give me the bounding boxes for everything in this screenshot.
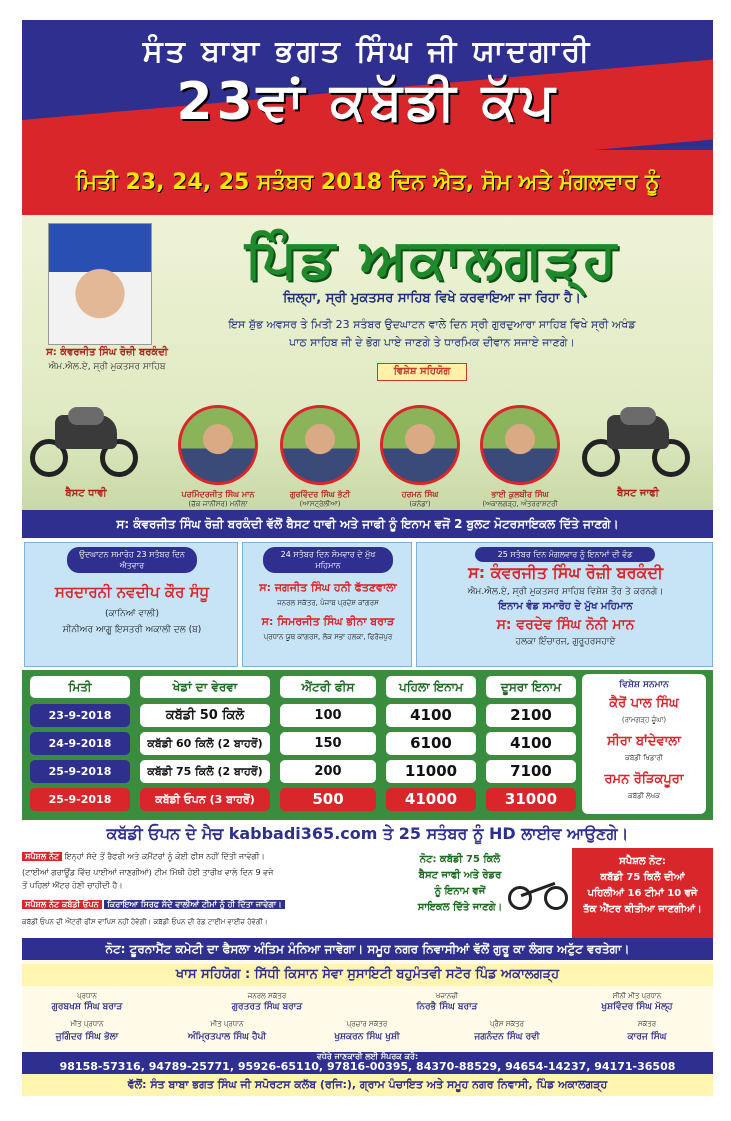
note-mid-text	[410, 852, 510, 916]
member-role: ਪ੍ਰਚਾਰ ਸਕੱਤਰ	[346, 1020, 388, 1028]
member-name: ਗੁਰਬਖਸ਼ ਸਿੰਘ ਬਰਾੜ	[51, 1002, 123, 1012]
member-name: ਜਗਨੰਦਨ ਸਿੰਘ ਰਵੀ	[474, 1032, 540, 1042]
member-name: ਗੁਰਤਰਤ ਸਿੰਘ ਬਰਾੜ	[231, 1002, 303, 1012]
note-mid-line1: ਨੋਟ: ਕਬੱਡੀ 75 ਕਿਲੋ	[419, 854, 501, 865]
guest-box2-line2: ਪ੍ਰਧਾਨ ਯੂਥ ਕਾਂਗਰਸ, ਲੋਕ ਸਭਾ ਹਲਕਾ, ਫਿਰੋਜ਼ਪੁਰ	[263, 633, 393, 641]
honoree-2-sub: ਕਬੱਡੀ ਖਿਡਾਰੀ	[625, 754, 663, 762]
guest-box1-line1: (ਕਾਨਿਆਂ ਵਾਲੀ)	[105, 609, 159, 619]
supporter-place-3: (ਕਨੇਡਾ)	[409, 500, 431, 508]
date-line: ਮਿਤੀ 23, 24, 25 ਸਤੰਬਰ 2018 ਦਿਨ ਐਤ, ਸੋਮ ਅਤੇ ਮੰਗਲਵਾਰ ਨੂੰ	[75, 170, 660, 195]
supporter-photo-2	[280, 405, 360, 485]
supporter-name-2: ਗੁਰਵਿੰਦਰ ਸਿੰਘ ਭੱਟੀ	[289, 490, 351, 499]
table-cell-first: 6100	[386, 732, 476, 755]
member-role: ਮੀਤ ਪ੍ਰਧਾਨ	[70, 1020, 104, 1028]
member-role: ਪ੍ਰਧਾਨ	[77, 992, 97, 1000]
guest-box1-name: ਸਰਦਾਰਨੀ ਨਵਦੀਪ ਕੌਰ ਸੰਧੂ	[54, 583, 210, 601]
table-header-second: ਦੂਸਰਾ ਇਨਾਮ	[486, 676, 576, 698]
date-band	[22, 150, 713, 220]
notes-left	[22, 848, 407, 938]
village-desc-line1: ਇਸ ਸ਼ੁੱਭ ਅਵਸਰ ਤੇ ਮਿਤੀ 23 ਸਤੰਬਰ ਉਦਘਾਟਨ ਵਾਲੇ ਦਿਨ ਸ੍ਰੀ ਗੁਰਦੁਆਰਾ ਸਾਹਿਬ ਵਿਖੇ ਸ੍ਰੀ ਅਖੰਡ	[228, 318, 636, 331]
note-line-3: ਤੋਂ ਪਹਿਲਾਂ ਐਂਟਰ ਹੋਣੀ ਚਾਹੀਦੀ ਹੈ।	[22, 881, 123, 890]
notes-area	[22, 848, 713, 938]
motorcycle-left-image	[30, 395, 142, 485]
supporter-place-2: (ਆਸਟ੍ਰੇਲੀਆ)	[299, 500, 341, 508]
guest-box2-name1: ਸ: ਜਗਜੀਤ ਸਿੰਘ ਹਨੀ ਫੱਤਣਵਾਲਾ	[259, 581, 397, 594]
honors-title: ਵਿਸ਼ੇਸ਼ ਸਨਮਾਨ	[619, 680, 669, 690]
member-role: ਖਜ਼ਾਨਚੀ	[435, 992, 459, 1000]
note-line-4	[22, 900, 407, 910]
table-cell-first: 11000	[386, 760, 476, 783]
table-cell-game: ਕਬੱਡੀ ਓਪਨ (3 ਬਾਹਰੋਂ)	[140, 788, 270, 811]
header-line1: ਸੰਤ ਬਾਬਾ ਭਗਤ ਸਿੰਘ ਜੀ ਯਾਦਗਾਰੀ	[142, 34, 593, 69]
bicycle-image	[508, 868, 570, 912]
note-line-2: (ਟਾਈਆਂ ਗਰਾਊਂਡ ਵਿੱਚ ਪਾਈਆਂ ਜਾਣਗੀਆਂ) ਟੀਮ ਮਿੱਥੀ ਹੋਈ ਤਾਰੀਖ ਵਾਲੇ ਦਿਨ 9 ਵਜੇ	[22, 868, 274, 877]
note-line-5: ਕਬੱਡੀ ਓਪਨ ਦੀ ਐਂਟਰੀ ਫੀਸ ਵਾਪਿਸ ਨਹੀਂ ਹੋਵੇਗੀ। ਕਬੱਡੀ ਓਪਨ ਦੀ ਰੇਡ ਟਾਈਮ ਵਾਈਜ਼ ਹੋਵੇਗੀ।	[22, 918, 268, 926]
bike-right-label: ਬੈਸਟ ਜਾਫੀ	[617, 488, 659, 499]
special-support-tag: ਵਿਸ਼ੇਸ਼ ਸਹਿਯੋਗ	[377, 363, 467, 381]
member-role: ਸਕੱਤਰ	[637, 1020, 657, 1028]
honoree-1-sub: (ਰਾਮਗੜ੍ਹ ਚੂੰਘਾ)	[621, 716, 667, 724]
member-role: ਸੀਨੀ ਮੀਤ ਪ੍ਰਧਾਨ	[612, 992, 662, 1000]
announce-band: ਸ: ਕੰਵਰਜੀਤ ਸਿੰਘ ਰੋਜ਼ੀ ਬਰਕੰਦੀ ਵੱਲੋਂ ਬੈਸਟ ਧਾਵੀ ਅਤੇ ਜਾਫੀ ਨੂੰ ਇਨਾਮ ਵਜੋਂ 2 ਬੁਲਟ ਮੋਟਰਸਾਇਕਲ ਦਿੱਤੇ ਜਾਣਗੇ।	[22, 510, 713, 538]
note-right-line2: ਕਬੱਡੀ 75 ਕਿਲੋ ਦੀਆਂ	[600, 872, 685, 883]
note-text-1: ਇਨ੍ਹਾਂ ਸੱਦੇ ਤੋਂ ਰੈਫਰੀ ਅਤੇ ਕਮੈਂਟਰਾਂ ਨੂੰ ਕੋਈ ਫੀਸ ਨਹੀਂ ਦਿੱਤੀ ਜਾਵੇਗੀ।	[64, 852, 265, 861]
village-title: ਪਿੰਡ ਅਕਾਲਗੜ੍ਹ	[244, 227, 620, 290]
guest-box2-line1: ਜਨਰਲ ਸਕੱਤਰ, ਪੰਜਾਬ ਪ੍ਰਦੇਸ਼ ਕਾਂਗਰਸ	[277, 599, 379, 607]
special-note-tag: ਸਪੈਸ਼ਲ ਨੋਟ	[22, 852, 62, 861]
note-mid-line4: ਸਾਇਕਲ ਦਿੱਤੇ ਜਾਣਗੇ।	[417, 902, 503, 913]
header-line2: 23ਵਾਂ ਕਬੱਡੀ ਕੱਪ	[176, 72, 559, 132]
note-right-line4: ਤੱਕ ਐਂਟਰ ਕੀਤੀਆ ਜਾਣਗੀਆਂ।	[583, 904, 702, 915]
table-cell-date: 24-9-2018	[30, 732, 130, 755]
member-name: ਜੁਗਿੰਦਰ ਸਿੰਘ ਭੋਲਾ	[55, 1032, 119, 1042]
supporter-photo-3	[380, 405, 460, 485]
table-header-date: ਮਿਤੀ	[30, 676, 130, 698]
organizers-band: ਵੱਲੋਂ: ਸੰਤ ਬਾਬਾ ਭਗਤ ਸਿੰਘ ਜੀ ਸਪੋਰਟਸ ਕਲੱਬ (ਰਜਿ:), ਗ੍ਰਾਮ ਪੰਚਾਇਤ ਅਤੇ ਸਮੂਹ ਨਗਰ ਨਿਵਾਸੀ, ਪਿੰਡ ਅਕਾਲਗੜ੍ਹ	[22, 1074, 713, 1096]
special-honors-box	[582, 674, 706, 814]
guest-box3-pill: 25 ਸਤੰਬਰ ਦਿਨ ਮੰਗਲਵਾਰ ਨੂੰ ਇਨਾਮਾਂ ਦੀ ਵੰਡ	[475, 547, 655, 562]
table-cell-first: 41000	[386, 788, 476, 811]
notes-right	[572, 848, 713, 938]
note-right-line3: ਪਹਿਲੀਆਂ 16 ਟੀਮਾਂ 10 ਵਜੇ	[587, 888, 698, 899]
table-cell-game: ਕਬੱਡੀ 75 ਕਿਲੋ (2 ਬਾਹਰੋਂ)	[140, 760, 270, 783]
honoree-1-name: ਕੈਰੋਂ ਪਾਲ ਸਿੰਘ	[609, 696, 679, 711]
table-cell-game: ਕਬੱਡੀ 60 ਕਿਲੋ (2 ਬਾਹਰੋਂ)	[140, 732, 270, 755]
supporter-name-1: ਪਰਮਿੰਦਰਜੀਤ ਸਿੰਘ ਮਾਨ	[181, 490, 255, 499]
table-cell-date: 25-9-2018	[30, 788, 130, 811]
supporter-name-4: ਭਾਈ ਕੁਲਬੀਰ ਸਿੰਘ	[491, 490, 549, 499]
table-cell-second: 31000	[486, 788, 576, 811]
supporter-name-3: ਹਰਮਨ ਸਿੰਘ	[401, 490, 439, 499]
member-name: ਨਿਰਭੈ ਸਿੰਘ ਬਰਾੜ	[416, 1002, 478, 1012]
member-name: ਅੰਮ੍ਰਿਤਪਾਲ ਸਿੰਘ ਹੈਪੀ	[187, 1032, 267, 1042]
table-header-game: ਖੇਡਾਂ ਦਾ ਵੇਰਵਾ	[140, 676, 270, 698]
final-note-band: ਨੋਟ: ਟੂਰਨਾਮੈਂਟ ਕਮੇਟੀ ਦਾ ਫੈਸਲਾ ਅੰਤਿਮ ਮੰਨਿਆ ਜਾਵੇਗਾ। ਸਮੂਹ ਨਗਰ ਨਿਵਾਸੀਆਂ ਵੱਲੋਂ ਗੁਰੂ ਕਾ ਲੰਗਰ ਅਟੁੱਟ ਵਰਤੇਗਾ।	[22, 938, 713, 960]
member-name: ਖੁਸ਼ਵਿੰਦਰ ਸਿੰਘ ਮੱਲ੍ਹ	[601, 1002, 673, 1012]
contact-numbers: 98158-57316, 94789-25771, 95926-65110, 97816-00395, 84370-88529, 94654-14237, 94171-36508	[59, 1060, 676, 1073]
member-role: ਪ੍ਰੈਸ ਸਕੱਤਰ	[490, 1020, 524, 1028]
guest-box3-line1: ਐਮ.ਐਲ.ਏ, ਸ੍ਰੀ ਮੁਕਤਸਰ ਸਾਹਿਬ ਵਿਸ਼ੇਸ਼ ਤੌਰ ਤੇ ਕਰਨਗੇ।	[467, 587, 664, 597]
guest-box3-line3: ਹਲਕਾ ਇੰਚਾਰਜ, ਗੁਰੂਹਰਸਹਾਏ	[515, 637, 616, 647]
supporter-place-4: (ਅਕਾਲਗੜ੍ਹ, ਅੰਤਰਰਾਸ਼ਟਰੀ	[482, 500, 558, 508]
guest-box1-pill: ਉਦਘਾਟਨ ਸਮਾਰੋਹ 23 ਸਤੰਬਰ ਦਿਨ ਐਤਵਾਰ	[67, 547, 197, 573]
main-person-title: ਐਮ.ਐਲ.ਏ, ਸ੍ਰੀ ਮੁਕਤਸਰ ਸਾਹਿਬ	[48, 362, 166, 372]
notes-middle	[410, 848, 570, 938]
supporter-photo-1	[178, 405, 258, 485]
honoree-2-name: ਸੀਰਾ ਬਾਂਦੇਵਾਲਾ	[607, 734, 681, 749]
guest-box1-line2: ਸੀਨੀਅਰ ਆਗੂ ਇਸਤਰੀ ਅਕਾਲੀ ਦਲ (ਬ)	[62, 625, 202, 635]
table-cell-game: ਕਬੱਡੀ 50 ਕਿਲੋ	[140, 704, 270, 727]
header-band	[22, 20, 713, 150]
live-stream-line: ਕਬੱਡੀ ਓਪਨ ਦੇ ਮੈਚ kabbadi365.com ਤੇ 25 ਸਤੰਬਰ ਨੂੰ HD ਲਾਈਵ ਆਉਣਗੇ।	[106, 824, 629, 843]
table-cell-date: 23-9-2018	[30, 704, 130, 727]
guest-box3-name1: ਸ: ਕੰਵਰਜੀਤ ਸਿੰਘ ਰੋਜ਼ੀ ਬਰਕੰਦੀ	[468, 563, 663, 582]
guest-box2-pill: 24 ਸਤੰਬਰ ਦਿਨ ਸੋਮਵਾਰ ਦੇ ਮੁੱਖ ਮਹਿਮਾਨ	[263, 547, 393, 573]
table-cell-fee: 100	[280, 704, 376, 727]
village-area	[22, 215, 713, 510]
table-cell-fee: 500	[280, 788, 376, 811]
guest-box3-line2: ਇਨਾਮ ਵੰਡ ਸਮਾਰੋਹ ਦੇ ਮੁੱਖ ਮਹਿਮਾਨ	[498, 601, 633, 612]
village-subtitle: ਜ਼ਿਲ੍ਹਾ, ਸ੍ਰੀ ਮੁਕਤਸਰ ਸਾਹਿਬ ਵਿਖੇ ਕਰਵਾਇਆ ਜਾ ਰਿਹਾ ਹੈ।	[283, 291, 581, 306]
table-cell-second: 7100	[486, 760, 576, 783]
village-desc-line2: ਪਾਠ ਸਾਹਿਬ ਜੀ ਦੇ ਭੋਗ ਪਾਏ ਜਾਣਗੇ ਤੇ ਧਾਰਮਿਕ ਦੀਵਾਨ ਸਜਾਏ ਜਾਣਗੇ।	[289, 336, 575, 349]
note-mid-line2: ਬੈਸਟ ਜਾਫੀ ਅਤੇ ਰੇਡਰ	[418, 870, 502, 881]
table-cell-first: 4100	[386, 704, 476, 727]
motorcycle-right-image	[582, 395, 694, 485]
committee-title: ਖਾਸ ਸਹਿਯੋਗ : ਸਿੱਧੀ ਕਿਸਾਨ ਸੇਵਾ ਸੁਸਾਇਟੀ ਬਹੁਮੰਤਵੀ ਸਟੋਰ ਪਿੰਡ ਅਕਾਲਗੜ੍ਹ	[22, 964, 713, 986]
supporter-place-1: (ਚੱਕ ਜਾਨੀਸਰ) ਮਨੀਲਾ	[188, 500, 248, 508]
special-note-open-tag: ਸਪੈਸ਼ਲ ਨੋਟ ਕਬੱਡੀ ਓਪਨ	[22, 900, 102, 909]
guest-box-day2	[242, 542, 412, 667]
member-name: ਖੁਸ਼ਕਰਨ ਸਿੰਘ ਖੁਸ਼ੀ	[334, 1032, 400, 1042]
note-right-line1: ਸਪੈਸ਼ਲ ਨੋਟ:	[619, 856, 666, 867]
table-cell-second: 4100	[486, 732, 576, 755]
committee-area	[22, 960, 713, 1052]
honoree-3-name: ਰਮਨ ਰੋੜਿਕਪੂਰਾ	[604, 772, 684, 787]
member-role: ਮੀਤ ਪ੍ਰਧਾਨ	[210, 1020, 244, 1028]
poster	[22, 20, 713, 1096]
guest-box3-name2: ਸ: ਵਰਦੇਵ ਸਿੰਘ ਨੋਨੀ ਮਾਨ	[496, 617, 635, 633]
guest-box-inauguration	[24, 542, 238, 667]
note-line-1	[22, 852, 407, 862]
table-cell-fee: 200	[280, 760, 376, 783]
honoree-3-sub: ਕਬੱਡੀ ਲੇਖਕ	[628, 792, 660, 800]
table-cell-second: 2100	[486, 704, 576, 727]
table-header-fee: ਐਂਟਰੀ ਫੀਸ	[280, 676, 376, 698]
table-header-first: ਪਹਿਲਾ ਇਨਾਮ	[386, 676, 476, 698]
bike-left-label: ਬੈਸਟ ਧਾਵੀ	[65, 488, 107, 499]
member-role: ਜਨਰਲ ਸਕੱਤਰ	[247, 992, 287, 1000]
table-cell-date: 25-9-2018	[30, 760, 130, 783]
contact-label: ਵਧੇਰੇ ਜਾਣਕਾਰੀ ਲਈ ਸੰਪਰਕ ਕਰੋ:	[316, 1052, 419, 1061]
guest-box2-name2: ਸ: ਸਿਮਰਜੀਤ ਸਿੰਘ ਭੀਨਾ ਬਰਾੜ	[261, 615, 395, 628]
main-person-photo	[48, 223, 152, 345]
note-text-4: ਕਿਰਾਇਆ ਸਿਰਫ ਸੱਦੇ ਵਾਲੀਆਂ ਟੀਮਾਂ ਨੂੰ ਹੀ ਦਿੱਤਾ ਜਾਵੇਗਾ।	[104, 900, 284, 909]
main-person-name: ਸ: ਕੰਵਰਜੀਤ ਸਿੰਘ ਰੋਜ਼ੀ ਬਰਕੰਦੀ	[46, 347, 168, 358]
member-name: ਕਾਰਜ ਸਿੰਘ	[627, 1032, 667, 1042]
guest-box-prize-day	[416, 542, 713, 667]
note-mid-line3: ਨੂੰ ਇਨਾਮ ਵਜੋਂ	[434, 886, 486, 897]
supporter-photo-4	[480, 405, 560, 485]
village-description	[192, 316, 672, 352]
table-cell-fee: 150	[280, 732, 376, 755]
